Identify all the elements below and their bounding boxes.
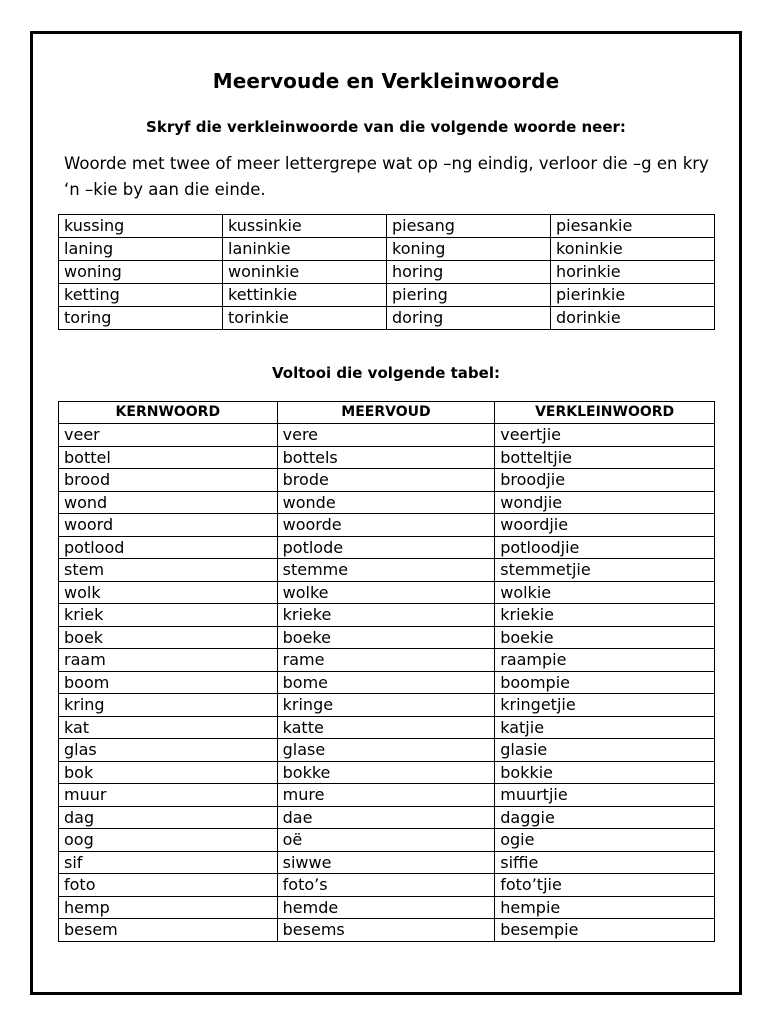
meervoud-cell: mure — [277, 784, 495, 807]
meervoud-cell: brode — [277, 469, 495, 492]
kernwoord-cell: glas — [59, 739, 278, 762]
verkleinwoord-cell: katjie — [495, 716, 715, 739]
table-cell: laning — [59, 238, 223, 261]
table-cell: ketting — [59, 284, 223, 307]
kernwoord-cell: wolk — [59, 581, 278, 604]
section-title-complete-table: Voltooi die volgende tabel: — [272, 364, 500, 382]
table-row — [59, 829, 715, 852]
verkleinwoord-cell: bokkie — [495, 761, 715, 784]
meervoud-cell: wonde — [277, 491, 495, 514]
verkleinwoord-cell: muurtjie — [495, 784, 715, 807]
kernwoord-cell: raam — [59, 649, 278, 672]
kernwoord-cell: boom — [59, 671, 278, 694]
kernwoord-cell: kat — [59, 716, 278, 739]
verkleinwoord-cell: boekie — [495, 626, 715, 649]
meervoud-cell: bottels — [277, 446, 495, 469]
kernwoord-cell: kring — [59, 694, 278, 717]
verkleinwoord-cell: siffie — [495, 851, 715, 874]
meervoud-cell: potlode — [277, 536, 495, 559]
table-row — [59, 694, 715, 717]
table-row — [59, 581, 715, 604]
column-header-verkleinwoord: VERKLEINWOORD — [495, 402, 715, 424]
verkleinwoord-cell: potloodjie — [495, 536, 715, 559]
meervoud-cell: bome — [277, 671, 495, 694]
table-cell: laninkie — [223, 238, 387, 261]
meervoud-cell: siwwe — [277, 851, 495, 874]
worksheet-frame — [30, 31, 742, 995]
meervoud-cell: rame — [277, 649, 495, 672]
table-cell: horinkie — [551, 261, 715, 284]
table-row — [59, 919, 715, 942]
kernwoord-cell: woord — [59, 514, 278, 537]
table-row — [59, 215, 715, 238]
meervoud-cell: wolke — [277, 581, 495, 604]
verkleinwoord-cell: glasie — [495, 739, 715, 762]
kernwoord-cell: hemp — [59, 896, 278, 919]
verkleinwoord-cell: hempie — [495, 896, 715, 919]
table-row — [59, 307, 715, 330]
table-cell: kussing — [59, 215, 223, 238]
table-row — [59, 874, 715, 897]
table-row — [59, 739, 715, 762]
meervoud-cell: besems — [277, 919, 495, 942]
table-row — [59, 806, 715, 829]
verkleinwoord-cell: raampie — [495, 649, 715, 672]
table-row — [59, 716, 715, 739]
kernwoord-cell: besem — [59, 919, 278, 942]
table-row — [59, 896, 715, 919]
worksheet-subtitle: Skryf die verkleinwoorde van die volgende woorde neer: — [146, 118, 626, 136]
kernwoord-cell: boek — [59, 626, 278, 649]
table-cell: piesang — [387, 215, 551, 238]
table-row — [59, 649, 715, 672]
table-cell: doring — [387, 307, 551, 330]
table-row — [59, 491, 715, 514]
verkleinwoord-cell: daggie — [495, 806, 715, 829]
verkleinwoord-cell: foto’tjie — [495, 874, 715, 897]
table-row — [59, 514, 715, 537]
plural-diminutive-table — [58, 401, 715, 942]
verkleinwoord-cell: besempie — [495, 919, 715, 942]
verkleinwoord-cell: wolkie — [495, 581, 715, 604]
meervoud-cell: glase — [277, 739, 495, 762]
table-row — [59, 671, 715, 694]
table-row — [59, 238, 715, 261]
table-row — [59, 424, 715, 447]
ng-words-table — [58, 214, 715, 330]
table-row — [59, 851, 715, 874]
table-cell: horing — [387, 261, 551, 284]
kernwoord-cell: veer — [59, 424, 278, 447]
verkleinwoord-cell: ogie — [495, 829, 715, 852]
meervoud-cell: dae — [277, 806, 495, 829]
table-row — [59, 559, 715, 582]
meervoud-cell: boeke — [277, 626, 495, 649]
table-cell: piering — [387, 284, 551, 307]
verkleinwoord-cell: botteltjie — [495, 446, 715, 469]
meervoud-cell: vere — [277, 424, 495, 447]
table-cell: piesankie — [551, 215, 715, 238]
meervoud-cell: stemme — [277, 559, 495, 582]
kernwoord-cell: foto — [59, 874, 278, 897]
table-cell: torinkie — [223, 307, 387, 330]
meervoud-cell: bokke — [277, 761, 495, 784]
kernwoord-cell: potlood — [59, 536, 278, 559]
meervoud-cell: krieke — [277, 604, 495, 627]
kernwoord-cell: wond — [59, 491, 278, 514]
kernwoord-cell: stem — [59, 559, 278, 582]
table-cell: toring — [59, 307, 223, 330]
table-row — [59, 626, 715, 649]
kernwoord-cell: dag — [59, 806, 278, 829]
column-header-meervoud: MEERVOUD — [277, 402, 495, 424]
table-row — [59, 536, 715, 559]
table-row — [59, 784, 715, 807]
table-cell: kussinkie — [223, 215, 387, 238]
table-header-row — [59, 402, 715, 424]
verkleinwoord-cell: kringetjie — [495, 694, 715, 717]
meervoud-cell: katte — [277, 716, 495, 739]
meervoud-cell: woorde — [277, 514, 495, 537]
kernwoord-cell: bottel — [59, 446, 278, 469]
table-row — [59, 284, 715, 307]
kernwoord-cell: sif — [59, 851, 278, 874]
verkleinwoord-cell: kriekie — [495, 604, 715, 627]
meervoud-cell: foto’s — [277, 874, 495, 897]
table-cell: kettinkie — [223, 284, 387, 307]
table-cell: koninkie — [551, 238, 715, 261]
table-cell: woning — [59, 261, 223, 284]
table-row — [59, 469, 715, 492]
kernwoord-cell: oog — [59, 829, 278, 852]
kernwoord-cell: bok — [59, 761, 278, 784]
table-row — [59, 261, 715, 284]
table-cell: dorinkie — [551, 307, 715, 330]
kernwoord-cell: muur — [59, 784, 278, 807]
table-row — [59, 604, 715, 627]
meervoud-cell: kringe — [277, 694, 495, 717]
verkleinwoord-cell: boompie — [495, 671, 715, 694]
kernwoord-cell: kriek — [59, 604, 278, 627]
meervoud-cell: oë — [277, 829, 495, 852]
verkleinwoord-cell: broodjie — [495, 469, 715, 492]
table-cell: koning — [387, 238, 551, 261]
table-cell: pierinkie — [551, 284, 715, 307]
column-header-kernwoord: KERNWOORD — [59, 402, 278, 424]
table-cell: woninkie — [223, 261, 387, 284]
meervoud-cell: hemde — [277, 896, 495, 919]
verkleinwoord-cell: stemmetjie — [495, 559, 715, 582]
kernwoord-cell: brood — [59, 469, 278, 492]
verkleinwoord-cell: wondjie — [495, 491, 715, 514]
verkleinwoord-cell: veertjie — [495, 424, 715, 447]
verkleinwoord-cell: woordjie — [495, 514, 715, 537]
table-row — [59, 761, 715, 784]
worksheet-title: Meervoude en Verkleinwoorde — [212, 69, 560, 93]
rule-instruction: Woorde met twee of meer lettergrepe wat op –ng eindig, verloor die –g en kry ‘n –kie by aan die einde. — [64, 154, 709, 199]
table-row — [59, 446, 715, 469]
